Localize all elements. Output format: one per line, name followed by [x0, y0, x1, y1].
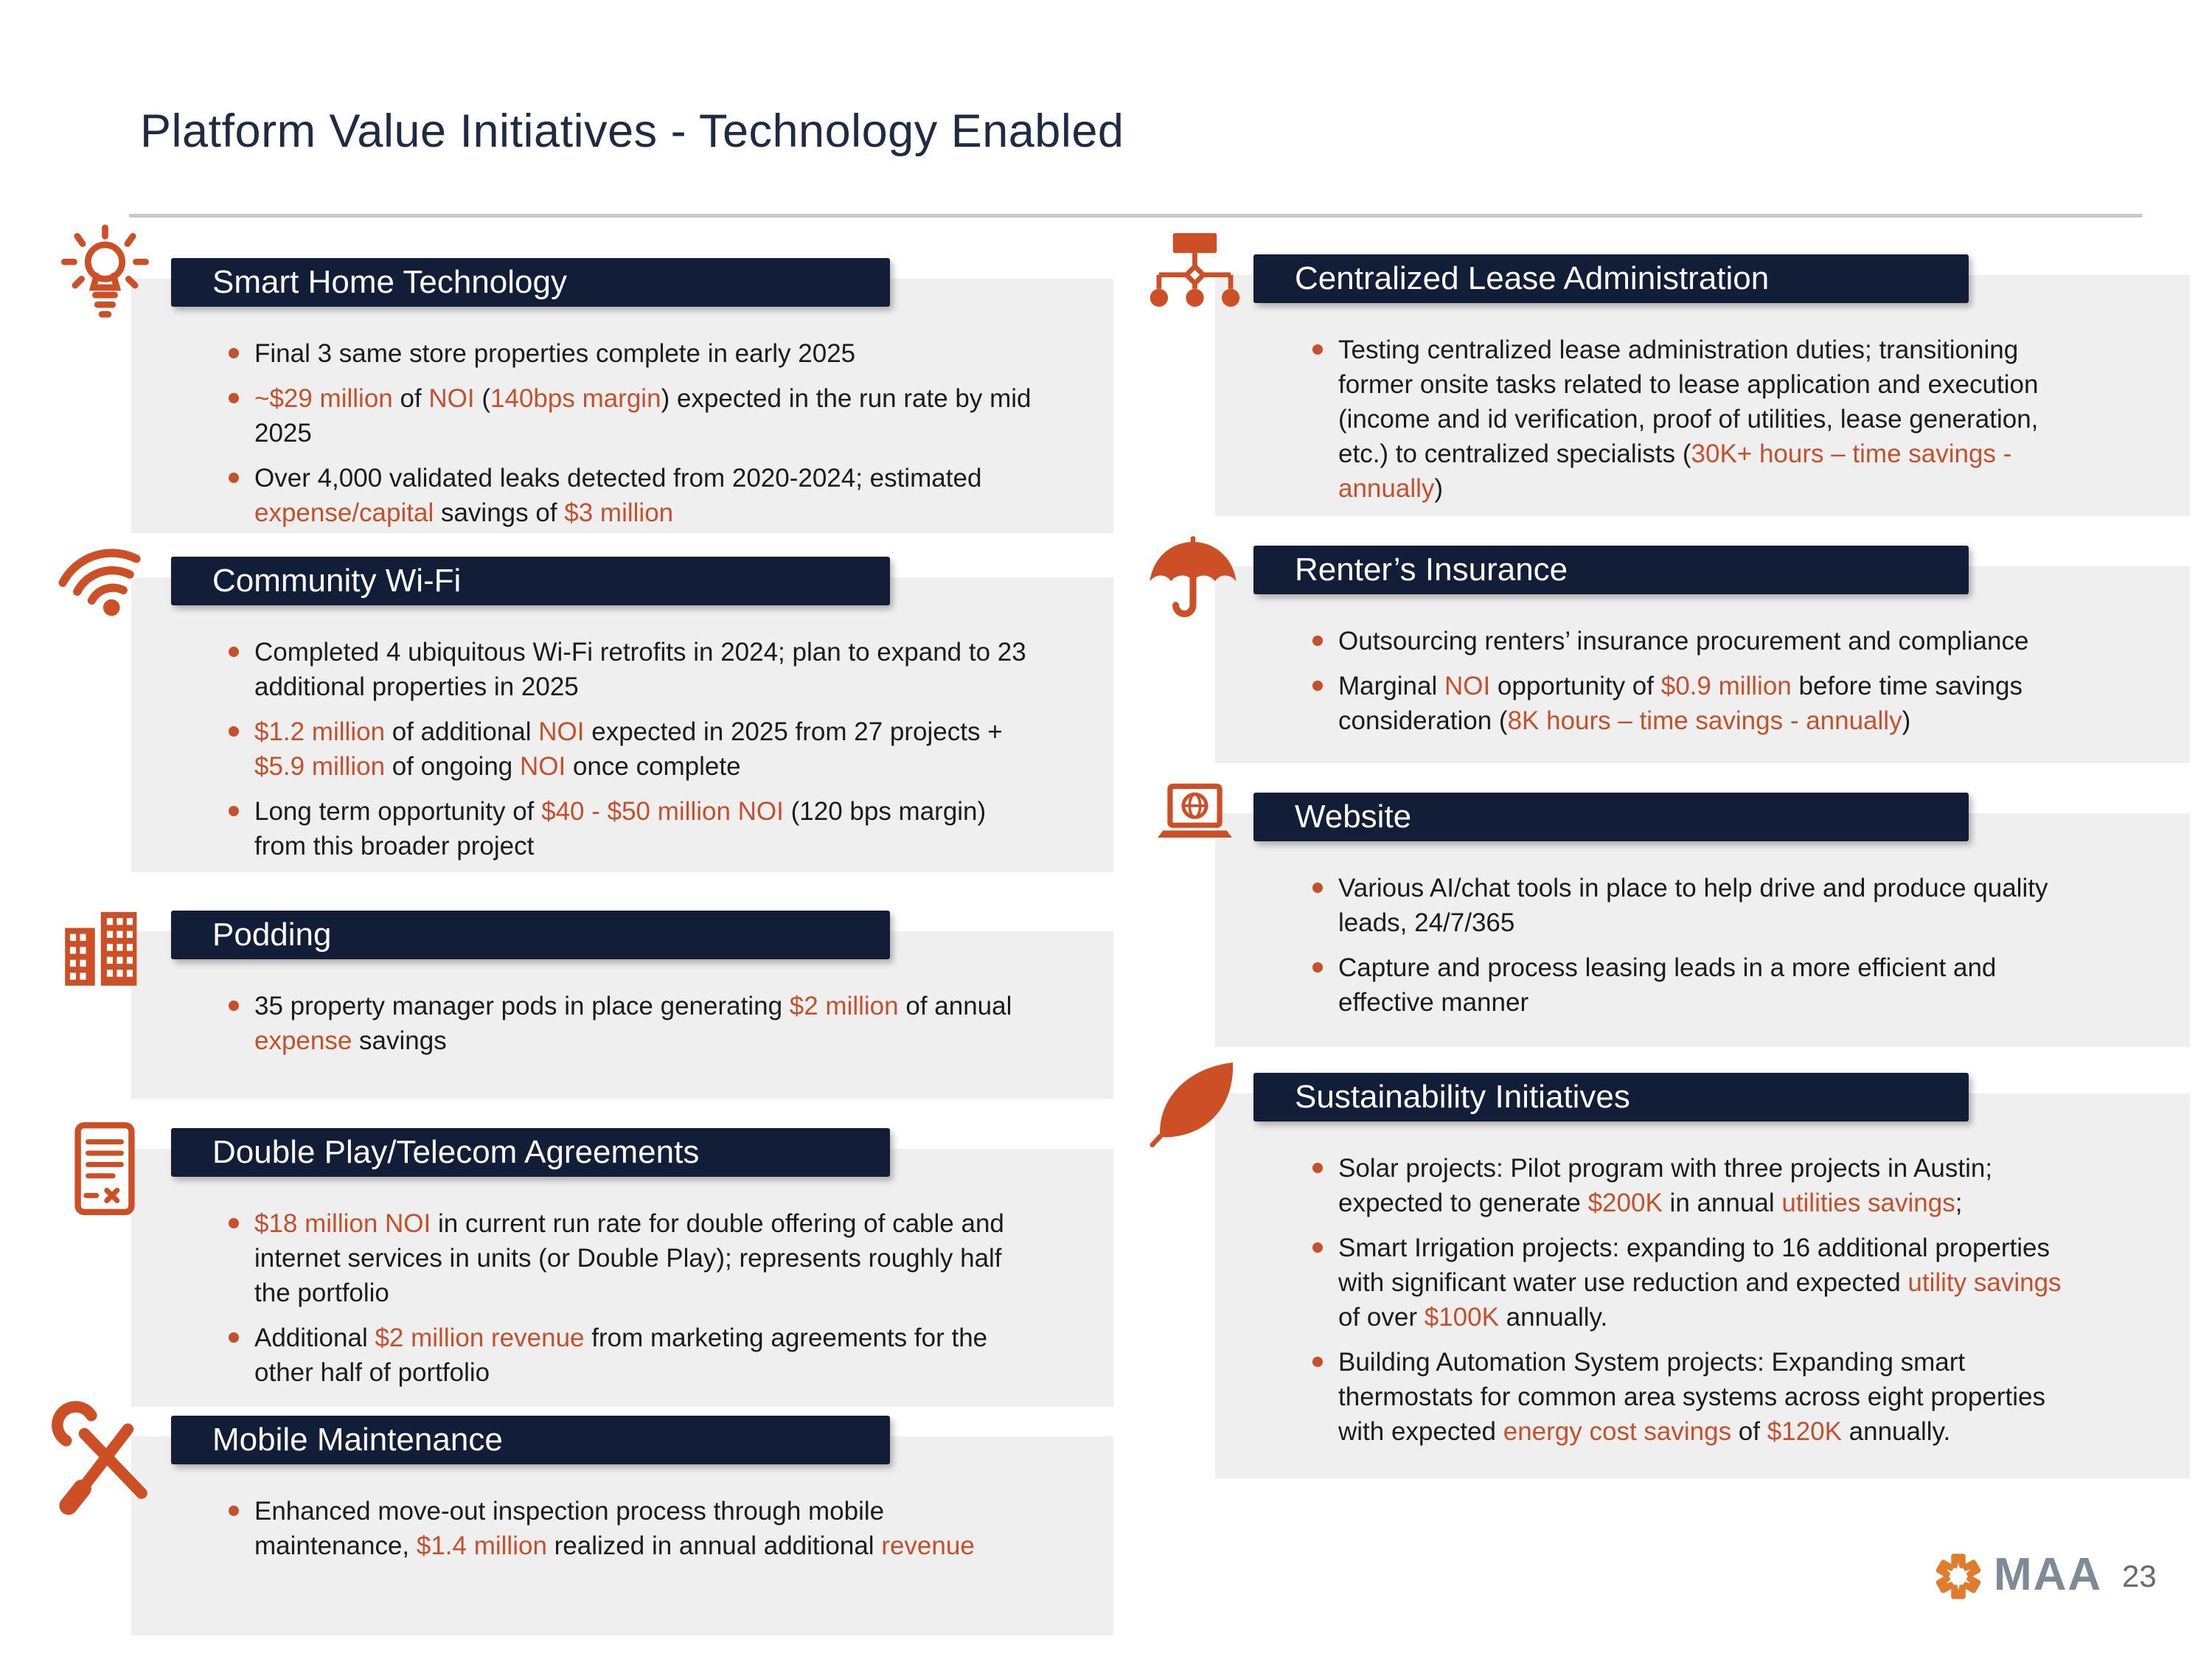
- bullet-item: [1311, 624, 2065, 658]
- section-header: [171, 1416, 890, 1464]
- bullet-item: [1311, 950, 2065, 1020]
- section-title: Sustainability Initiatives: [1295, 1079, 1630, 1115]
- bullet-text: realized in annual additional: [546, 1531, 882, 1560]
- bullet-text-accent: $3 million: [564, 498, 674, 527]
- bullet-list: [131, 577, 1113, 863]
- bullet-item: [227, 714, 1032, 784]
- bullet-text: Enhanced move-out inspection process through mobile maintenance,: [254, 1497, 885, 1560]
- bullet-text: (120 bps margin) from this broader project: [254, 797, 987, 860]
- bullet-list: [1215, 813, 2190, 1020]
- title-divider: [129, 214, 2142, 218]
- section-content-box: [1215, 813, 2190, 1047]
- bullet-item: [227, 989, 1032, 1058]
- bullet-text: Building Automation System projects: Expanding smart thermostats for common area systems across eight properties with expected: [1338, 1348, 2045, 1446]
- section-header: [1253, 793, 1969, 841]
- section-content-box: [131, 577, 1113, 872]
- bullet-text: of: [392, 384, 429, 413]
- bullet-text: in annual: [1662, 1189, 1782, 1217]
- section-header: [171, 911, 890, 959]
- bullet-text-accent: $0.9 million: [1660, 672, 1792, 700]
- bullet-text: Marginal: [1338, 672, 1444, 700]
- section-content-box: [1215, 275, 2190, 516]
- bullet-text-accent: 30K+ hours – time savings - annually: [1338, 439, 2012, 503]
- bullet-item: [227, 1206, 1032, 1310]
- bullet-text-accent: 140bps margin: [490, 384, 661, 413]
- bullet-text: annually.: [1498, 1303, 1608, 1332]
- bullet-text-accent: $5.9 million: [254, 752, 386, 781]
- section-header: [171, 1128, 890, 1177]
- bullet-text: 35 property manager pods in place generating: [254, 992, 790, 1020]
- bullet-text-accent: expense: [254, 1026, 352, 1055]
- section-title: Renter’s Insurance: [1295, 552, 1568, 588]
- bullet-text: ): [1902, 706, 1911, 735]
- bullet-text: of additional: [385, 717, 539, 746]
- bullet-item: [227, 1494, 1032, 1563]
- bullet-item: [227, 461, 1032, 530]
- bullet-text: savings of: [434, 498, 565, 527]
- bullet-text: of over: [1338, 1303, 1425, 1332]
- bullet-text: Capture and process leasing leads in a more efficient and effective manner: [1338, 953, 1997, 1017]
- bullet-item: [1311, 1151, 2065, 1220]
- bullet-text-accent: revenue: [881, 1531, 975, 1560]
- section-header: [171, 557, 890, 605]
- section-header: [1253, 254, 1969, 303]
- bullet-text-accent: $100K: [1424, 1303, 1499, 1332]
- bullet-text: ) expected in the run rate by mid 2025: [254, 384, 1032, 448]
- section-title: Mobile Maintenance: [212, 1422, 503, 1458]
- org-chart-icon: [1141, 227, 1248, 327]
- bullet-text-accent: expense/capital: [254, 498, 434, 527]
- bullet-text-accent: $40 - $50 million NOI: [541, 797, 784, 826]
- bullet-text-accent: $1.4 million: [416, 1531, 547, 1560]
- bullet-text: Long term opportunity of: [254, 797, 542, 826]
- section-title: Centralized Lease Administration: [1295, 260, 1770, 296]
- bullet-text: in current run rate for double offering of cable and internet services in units (or Double Play); represents roughly half the portfolio: [254, 1209, 1004, 1307]
- bullet-list: [131, 1149, 1113, 1390]
- section-content-box: [131, 279, 1113, 533]
- bullet-text: Additional: [254, 1324, 375, 1352]
- section-content-box: [1215, 1093, 2190, 1478]
- bullet-text: Over 4,000 validated leaks detected from 2020-2024; estimated: [254, 464, 982, 493]
- bullet-item: [227, 381, 1032, 451]
- contract-icon: [53, 1110, 156, 1228]
- section-content-box: [131, 1149, 1113, 1407]
- section-title: Community Wi-Fi: [212, 563, 462, 599]
- bullet-text-accent: NOI: [428, 384, 475, 413]
- bullet-text: expected in 2025 from 27 projects +: [584, 717, 1003, 746]
- section-content-box: [1215, 566, 2190, 763]
- bullet-item: [227, 635, 1032, 704]
- bullet-text-accent: NOI: [538, 717, 585, 746]
- bullet-text-accent: $1.2 million: [254, 717, 386, 746]
- bullet-text: once complete: [566, 752, 741, 781]
- wifi-icon: [56, 540, 153, 633]
- section-title: Double Play/Telecom Agreements: [212, 1134, 700, 1170]
- bullet-text: opportunity of: [1490, 672, 1661, 700]
- bullet-text-accent: $200K: [1587, 1189, 1663, 1217]
- bullet-item: [227, 794, 1032, 863]
- lightbulb-icon: [52, 223, 159, 330]
- bullet-text-accent: utilities savings: [1781, 1189, 1955, 1217]
- bullet-text: ;: [1955, 1189, 1963, 1217]
- bullet-text-accent: 8K hours – time savings - annually: [1507, 706, 1902, 735]
- bullet-text: Solar projects: Pilot program with three projects in Austin; expected to generate: [1338, 1154, 1993, 1217]
- section-header: [1253, 546, 1969, 594]
- bullet-text-accent: NOI: [519, 752, 566, 781]
- bullet-item: [1311, 1231, 2065, 1335]
- section-header: [1253, 1073, 1969, 1121]
- bullet-text: from marketing agreements for the other half of portfolio: [254, 1324, 988, 1387]
- bullet-item: [1311, 669, 2065, 738]
- bullet-text: annually.: [1841, 1417, 1951, 1446]
- maa-logo-icon: [1932, 1551, 1985, 1602]
- bullet-text: before time savings consideration (: [1338, 672, 2023, 735]
- bullet-text: Testing centralized lease administration duties; transitioning former onsite tasks related to lease application and execution (income and id verification, proof of utilities, lease generation, etc.) to centralized specialists (: [1338, 335, 2039, 468]
- maa-logo-text: MAA: [1994, 1549, 2103, 1600]
- bullet-text-accent: $120K: [1767, 1417, 1842, 1446]
- bullet-text: (: [474, 384, 491, 413]
- bullet-text: Outsourcing renters’ insurance procurement and compliance: [1338, 627, 2029, 655]
- section-header: [171, 258, 890, 307]
- bullet-text-accent: $18 million NOI: [254, 1209, 431, 1238]
- bullet-text: of ongoing: [385, 752, 520, 781]
- section-title: Smart Home Technology: [212, 264, 567, 300]
- bullet-text: Smart Irrigation projects: expanding to 16 additional properties with significant water use reduction and expected: [1338, 1234, 2050, 1297]
- bullet-list: [1215, 275, 2190, 506]
- section-title: Website: [1295, 799, 1412, 835]
- section-title: Podding: [212, 917, 332, 953]
- bullet-text-accent: ~$29 million: [254, 384, 393, 413]
- bullet-text: Various AI/chat tools in place to help drive and produce quality leads, 24/7/365: [1338, 874, 2048, 937]
- buildings-icon: [46, 898, 160, 998]
- bullet-item: [1311, 1345, 2065, 1449]
- bullet-text: Completed 4 ubiquitous Wi-Fi retrofits in 2024; plan to expand to 23 additional properties in 2025: [254, 638, 1026, 701]
- bullet-list: [1215, 1093, 2190, 1449]
- bullet-text-accent: $2 million revenue: [375, 1324, 585, 1352]
- bullet-text: of: [1731, 1417, 1767, 1446]
- section-content-box: [131, 1436, 1113, 1635]
- bullet-list: [131, 279, 1113, 530]
- page-title: Platform Value Initiatives - Technology Enabled: [140, 105, 1124, 157]
- bullet-text-accent: energy cost savings: [1503, 1417, 1732, 1446]
- bullet-text: of annual: [898, 992, 1012, 1020]
- bullet-item: [227, 336, 1032, 371]
- bullet-text-accent: $2 million: [789, 992, 899, 1020]
- bullet-item: [1311, 333, 2065, 506]
- tools-icon: [50, 1396, 164, 1517]
- umbrella-icon: [1141, 532, 1245, 628]
- bullet-item: [227, 1321, 1032, 1390]
- bullet-text-accent: NOI: [1444, 672, 1491, 700]
- bullet-item: [1311, 871, 2065, 940]
- bullet-text: savings: [352, 1026, 447, 1055]
- bullet-text-accent: utility savings: [1907, 1268, 2062, 1297]
- laptop-globe-icon: [1141, 776, 1248, 864]
- page-number: 23: [2122, 1559, 2157, 1593]
- bullet-text: Final 3 same store properties complete in early 2025: [254, 339, 856, 368]
- bullet-text: ): [1434, 474, 1444, 503]
- leaf-icon: [1139, 1053, 1250, 1149]
